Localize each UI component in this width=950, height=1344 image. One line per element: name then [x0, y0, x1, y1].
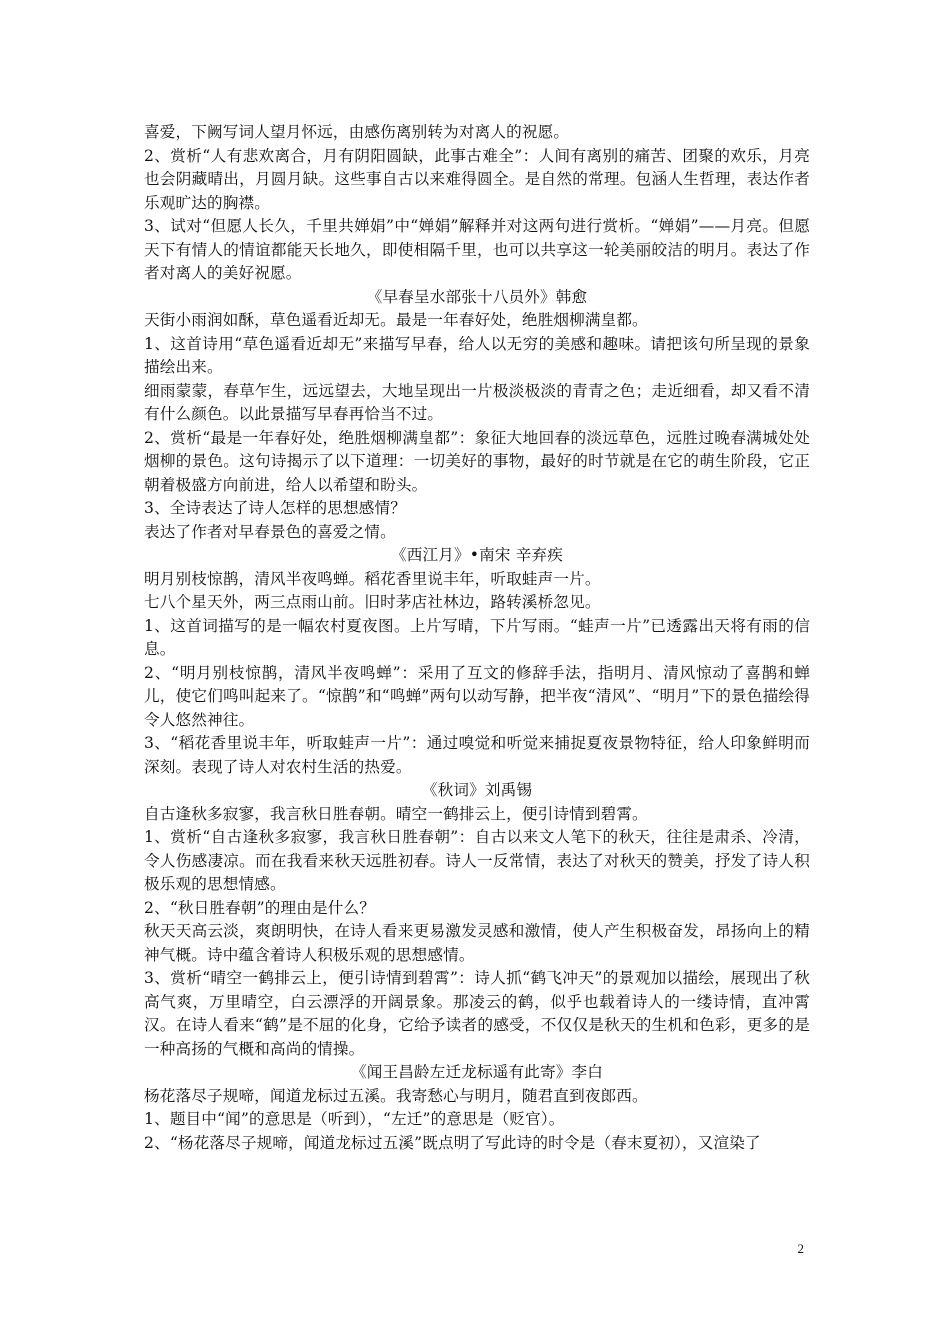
paragraph: 七八个星天外，两三点雨山前。旧时茅店社林边，路转溪桥忽见。: [144, 593, 601, 611]
paragraph: 1、这首词描写的是一幅农村夏夜图。上片写晴，下片写雨。“蛙声一片”已透露出天将有雨的信息。: [144, 616, 810, 658]
section-title: 《早春呈水部张十八员外》韩愈: [366, 287, 588, 306]
paragraph: 1、题目中“闻”的意思是（听到），“左迁”的意思是（贬官）。: [144, 1110, 565, 1128]
paragraph: 表达了作者对早春景色的喜爱之情。: [144, 522, 396, 541]
paragraph: 天街小雨润如酥，草色遥看近却无。最是一年春好处，绝胜烟柳满皇都。: [144, 311, 648, 329]
paragraph: 3、全诗表达了诗人怎样的思想感情？: [144, 499, 406, 517]
paragraph: 2、“明月别枝惊鹊，清风半夜鸣蝉”：采用了互文的修辞手法，指明月、清风惊动了喜鹊和蝉儿，使它们鸣叫起来了。“惊鹊”和“鸣蝉”两句以动写静，把半夜“清风”、“明月”下的景色描绘得令人悠然神往。: [144, 663, 810, 729]
paragraph: 细雨蒙蒙，春草乍生，远远望去，大地呈现出一片极淡极淡的青青之色；走近细看，却又看不清有什么颜色。以此景描写早春再恰当不过。: [144, 381, 810, 423]
paragraph: 喜爱，下阙写词人望月怀远，由感伤离别转为对离人的祝愿。: [144, 123, 570, 141]
paragraph: 3、“稻花香里说丰年，听取蛙声一片”：通过嗅觉和听觉来捕捉夏夜景物特征，给人印象鲜明而深刻。表现了诗人对农村生活的热爱。: [144, 734, 810, 776]
paragraph: 1、这首诗用“草色遥看近却无”来描写早春，给人以无穷的美感和趣味。请把该句所呈现的景象描绘出来。: [144, 334, 810, 376]
paragraph: 杨花落尽子规啼，闻道龙标过五溪。我寄愁心与明月，随君直到夜郎西。: [144, 1086, 648, 1105]
document-body: [144, 121, 810, 1155]
paragraph: 3、试对“但愿人长久，千里共婵娟”中“婵娟”解释并对这两句进行赏析。“婵娟”——月亮。但愿天下有情人的情谊都能天长地久，即使相隔千里，也可以共享这一轮美丽皎洁的明月。表达了作者对离人的美好祝愿。: [144, 217, 810, 282]
paragraph: 3、赏析“晴空一鹤排云上，便引诗情到碧霄”：诗人抓“鹤飞冲天”的景观加以描绘，展现出了秋高气爽，万里晴空，白云漂浮的开阔景象。那凌云的鹤，似乎也载着诗人的一缕诗情，直冲霄汉。在诗人看来“鹤”是不屈的化身，它给予读者的感受，不仅仅是秋天的生机和色彩，更多的是一种高扬的气概和高尚的情操。: [144, 969, 810, 1058]
paragraph: 2、赏析“最是一年春好处，绝胜烟柳满皇都”：象征大地回春的淡远草色，远胜过晚春满城处处烟柳的景色。这句诗揭示了以下道理：一切美好的事物，最好的时节就是在它的萌生阶段，它正朝着极盛方向前进，给人以希望和盼头。: [144, 428, 810, 494]
page-number: 2: [797, 1241, 804, 1256]
paragraph: 2、赏析“人有悲欢离合，月有阴阳圆缺，此事古难全”：人间有离别的痛苦、团聚的欢乐，月亮也会阴藏晴出，月圆月缺。这些事自古以来难得圆全。是自然的常理。包涵人生哲理，表达作者乐观旷达的胸襟。: [144, 146, 810, 212]
paragraph: 2、“秋日胜春朝”的理由是什么？: [144, 898, 375, 917]
paragraph: 2、“杨花落尽子规啼，闻道龙标过五溪”既点明了写此诗的时令是（春末夏初），又渲染了: [144, 1133, 761, 1152]
section-title: 《秋词》刘禹锡: [421, 781, 533, 799]
section-title: 《闻王昌龄左迁龙标遥有此寄》李白: [351, 1063, 603, 1081]
paragraph: 自古逢秋多寂寥，我言秋日胜春朝。晴空一鹤排云上，便引诗情到碧霄。: [144, 804, 648, 823]
paragraph: 秋天天高云淡，爽朗明快，在诗人看来更易激发灵感和激情，使人产生积极奋发，昂扬向上的精神气概。诗中蕴含着诗人积极乐观的思想感情。: [144, 922, 810, 964]
paragraph: 明月别枝惊鹊，清风半夜鸣蝉。稻花香里说丰年，听取蛙声一片。: [144, 569, 601, 588]
section-title: 《西江月》•南宋 辛弃疾: [391, 546, 563, 564]
paragraph: 1、赏析“自古逢秋多寂寥，我言秋日胜春朝”：自古以来文人笔下的秋天，往往是肃杀、冷清，令人伤感凄凉。而在我看来秋天远胜初春。诗人一反常情，表达了对秋天的赞美，抒发了诗人积极乐观的思想情感。: [144, 828, 810, 893]
